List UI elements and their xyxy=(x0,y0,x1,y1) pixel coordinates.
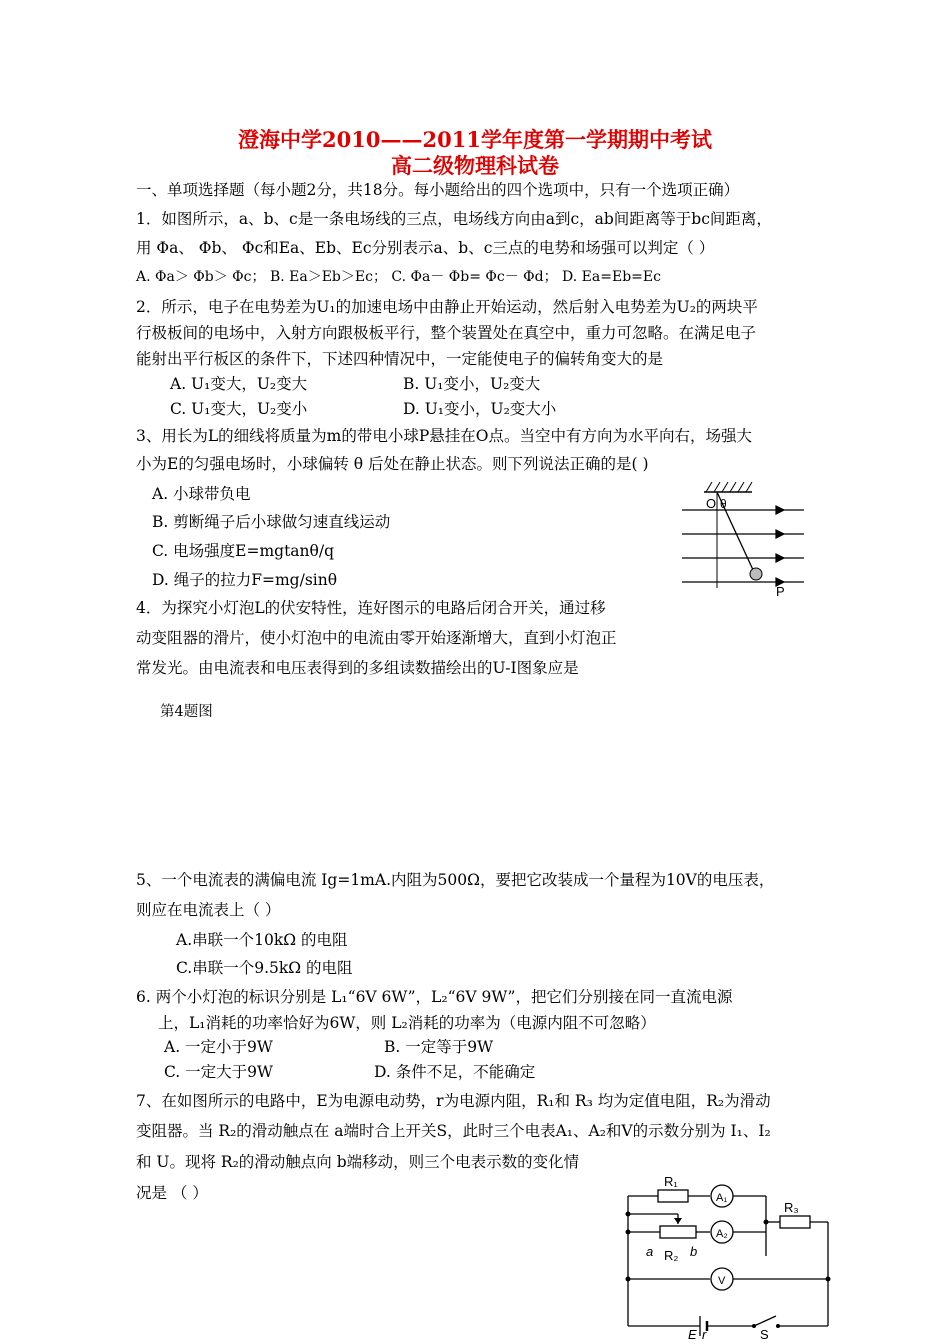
q2-option-d: D. U₁变小，U₂变大小 xyxy=(403,400,557,418)
label-s: S xyxy=(760,1327,769,1342)
q4-line1: 4．为探究小灯泡L的伏安特性，连好图示的电路后闭合开关，通过移 xyxy=(136,599,606,617)
section-heading: 一、单项选择题（每小题2分，共18分。每小题给出的四个选项中，只有一个选项正确） xyxy=(136,181,740,199)
q6-option-c: C. 一定大于9W xyxy=(164,1063,273,1081)
q6-line1: 6. 两个小灯泡的标识分别是 L₁“6V 6W”，L₂“6V 9W”，把它们分别接在同一直流电源 xyxy=(136,988,733,1006)
point-o-label: O xyxy=(706,496,717,511)
q3-line2: 小为E的匀强电场时，小球偏转 θ 后处在静止状态。则下列说法正确的是( ) xyxy=(136,455,649,473)
q2-line3: 能射出平行板区的条件下，下述四种情况中，一定能使电子的偏转角变大的是 xyxy=(136,350,664,368)
label-r3: R₃ xyxy=(784,1200,799,1215)
q6-option-b: B. 一定等于9W xyxy=(384,1038,494,1056)
label-a1: A₁ xyxy=(716,1192,728,1204)
q3-option-c: C. 电场强度E=mgtanθ/q xyxy=(152,542,335,560)
q7-circuit-figure xyxy=(618,1176,838,1342)
q7-line4: 况是 （ ） xyxy=(136,1184,208,1202)
q7-line2: 变阻器。当 R₂的滑动触点在 a端时合上开关S，此时三个电表A₁、A₂和V的示数分别为 I₁、I₂ xyxy=(136,1122,771,1140)
field-lines xyxy=(682,506,804,586)
charged-ball xyxy=(750,568,762,580)
label-b: b xyxy=(690,1244,698,1259)
q6-line2: 上，L₁消耗的功率恰好为6W，则 L₂消耗的功率为（电源内阻不可忽略） xyxy=(158,1014,656,1032)
r1-resistor xyxy=(658,1190,688,1202)
ceiling-hatch xyxy=(706,482,752,492)
label-r: r xyxy=(702,1327,707,1342)
q4-figure-caption: 第4题图 xyxy=(160,704,213,720)
label-e: E xyxy=(688,1327,697,1342)
q1-line1: 1．如图所示，a、b、c是一条电场线的三点，电场线方向由a到c，ab间距离等于bc间距离， xyxy=(136,210,772,228)
q1-line2: 用 Φa、 Φb、 Φc和Ea、Eb、Ec分别表示a、b、c三点的电势和场强可以判定（ ） xyxy=(136,239,715,257)
q4-line2: 动变阻器的滑片，使小灯泡中的电流由零开始逐渐增大，直到小灯泡正 xyxy=(136,629,617,647)
q5-option-c: C.串联一个9.5kΩ 的电阻 xyxy=(176,959,353,977)
label-a: a xyxy=(646,1244,654,1259)
q5-line1: 5、一个电流表的满偏电流 Ig=1mA.内阻为500Ω，要把它改装成一个量程为10V的电压表， xyxy=(136,871,775,889)
q7-line3: 和 U。现将 R₂的滑动触点向 b端移动，则三个电表示数的变化情 xyxy=(136,1153,580,1171)
q2-line1: 2．所示，电子在电势差为U₁的加速电场中由静止开始运动，然后射入电势差为U₂的两块平 xyxy=(136,298,758,316)
q1-options: A. Φa＞ Φb＞ Φc； B. Ea＞Eb＞Ec； C. Φa－ Φb= Φc－ Φd； D. Ea=Eb=Ec xyxy=(136,269,661,285)
r2-rheostat xyxy=(660,1226,696,1238)
label-r1: R₁ xyxy=(664,1176,678,1189)
point-p-label: P xyxy=(776,584,785,599)
q3-option-a: A. 小球带负电 xyxy=(152,485,251,503)
label-a2: A₂ xyxy=(716,1228,728,1240)
q5-option-a: A.串联一个10kΩ 的电阻 xyxy=(176,931,348,949)
q5-line2: 则应在电流表上（ ） xyxy=(136,901,281,919)
switch-s xyxy=(754,1316,776,1326)
theta-label: θ xyxy=(720,497,727,511)
q2-option-a: A. U₁变大，U₂变大 xyxy=(170,375,308,393)
q2-line2: 行极板间的电场中，入射方向跟极板平行，整个装置处在真空中，重力可忽略。在满足电子 xyxy=(136,324,757,342)
q3-line1: 3、用长为L的细线将质量为m的带电小球P悬挂在O点。当空中有方向为水平向右，场强大 xyxy=(136,427,752,445)
q6-option-a: A. 一定小于9W xyxy=(164,1038,273,1056)
slider-arrow xyxy=(674,1218,682,1224)
q3-pendulum-figure xyxy=(676,478,810,608)
exam-subtitle: 高二级物理科试卷 xyxy=(391,153,559,178)
r3-resistor xyxy=(780,1216,810,1228)
q6-option-d: D. 条件不足，不能确定 xyxy=(374,1063,536,1081)
label-v: V xyxy=(718,1275,726,1287)
q2-option-b: B. U₁变小，U₂变大 xyxy=(403,375,541,393)
q2-option-c: C. U₁变大，U₂变小 xyxy=(170,400,308,418)
label-r2: R₂ xyxy=(664,1248,679,1263)
q4-line3: 常发光。由电流表和电压表得到的多组读数描绘出的U-I图象应是 xyxy=(136,659,579,677)
q3-option-b: B. 剪断绳子后小球做匀速直线运动 xyxy=(152,513,391,531)
exam-title: 澄海中学2010——2011学年度第一学期期中考试 xyxy=(238,127,712,152)
q3-option-d: D. 绳子的拉力F=mg/sinθ xyxy=(152,571,338,589)
q7-line1: 7、在如图所示的电路中，E为电源电动势，r为电源内阻，R₁和 R₃ 均为定值电阻，R₂为滑动 xyxy=(136,1092,771,1110)
